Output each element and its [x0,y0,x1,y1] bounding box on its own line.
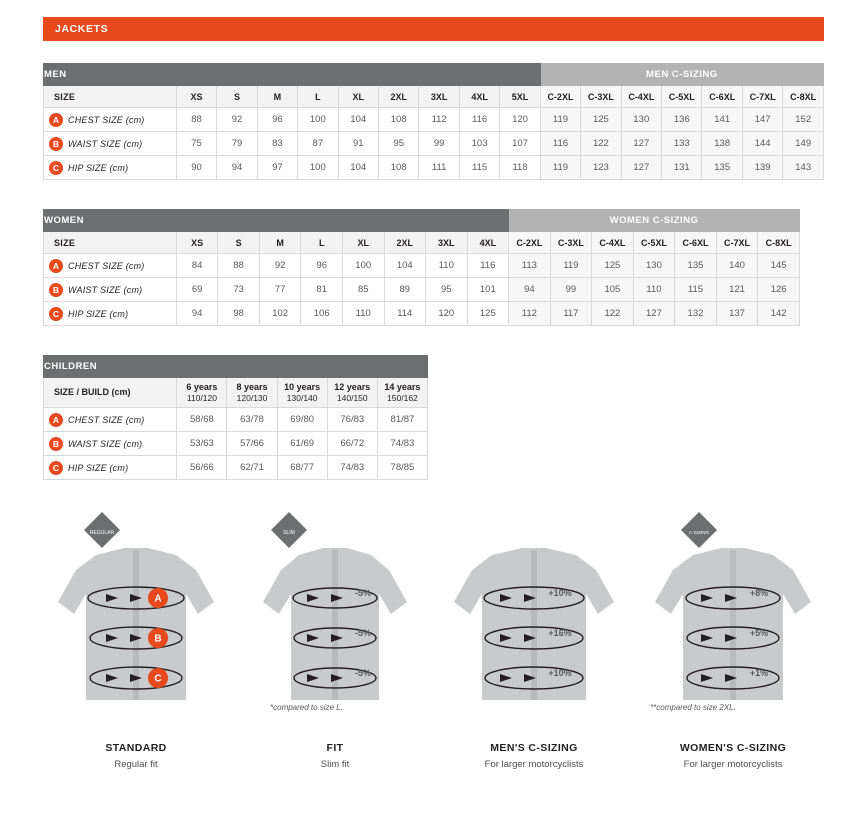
men-size-label: SIZE [44,86,177,108]
women-col-header: C-3XL [550,232,592,254]
women-row-label: C HIP SIZE (cm) [44,302,177,326]
men-cell: 116 [459,108,499,132]
women-cell: 122 [592,302,634,326]
measure-bullet-icon: B [49,137,63,151]
women-col-header: XS [176,232,218,254]
women-band-row [44,210,800,232]
men-cell: 144 [742,132,782,156]
women-cell: 121 [716,278,758,302]
marker-waist: +16% [548,628,572,638]
women-cell: 92 [259,254,301,278]
children-cell: 74/83 [327,456,377,480]
women-cell: 140 [716,254,758,278]
women-cell: 89 [384,278,426,302]
children-col-header: 14 years 150/162 [377,378,427,408]
marker-waist: -5% [354,628,372,638]
table-row [44,156,824,180]
men-cell: 122 [581,132,621,156]
women-cell: 104 [384,254,426,278]
measure-bullet-icon: A [49,259,63,273]
women-size-table [43,209,800,326]
children-cell: 56/66 [177,456,227,480]
women-cell: 115 [675,278,717,302]
men-col-header: C-3XL [581,86,621,108]
marker-hip: +1% [749,668,769,678]
men-col-header: C-2XL [540,86,580,108]
men-col-header: M [257,86,297,108]
women-row-label: A CHEST SIZE (cm) [44,254,177,278]
figure-title-standard: STANDARD [105,742,167,754]
men-cell: 141 [702,108,742,132]
women-cell: 110 [633,278,675,302]
children-cell: 69/80 [277,408,327,432]
women-cell: 73 [218,278,260,302]
men-cell: 149 [783,132,824,156]
table-row [44,456,428,480]
children-row-label: B WAIST SIZE (cm) [44,432,177,456]
page-title: JACKETS [55,23,109,35]
women-cell: 125 [467,302,509,326]
men-cell: 88 [176,108,216,132]
women-col-header: L [301,232,343,254]
men-cell: 127 [621,132,661,156]
women-cell: 105 [592,278,634,302]
children-cell: 76/83 [327,408,377,432]
men-col-header: 5XL [500,86,540,108]
children-col-header: 10 years 130/140 [277,378,327,408]
men-cell: 119 [540,108,580,132]
women-col-header: C-8XL [758,232,800,254]
children-cell: 57/66 [227,432,277,456]
women-cell: 120 [426,302,468,326]
men-cell: 143 [783,156,824,180]
figure-subtitle-mens-csizing: For larger motorcyclists [484,759,584,770]
figure-row [0,510,867,800]
jacket-illustration [235,510,435,720]
women-col-header: C-7XL [716,232,758,254]
men-cell: 108 [378,108,418,132]
figure-title-fit: FIT [326,742,344,754]
men-cell: 139 [742,156,782,180]
men-col-header: 3XL [419,86,459,108]
figure-womens-csizing [633,510,833,800]
women-cell: 110 [342,302,384,326]
table-row [44,278,800,302]
page-title-bar [43,17,824,41]
men-cell: 104 [338,108,378,132]
children-band-row [44,356,428,378]
figure-subtitle-fit: Slim fit [320,759,350,770]
men-size-table [43,63,824,180]
women-cell: 99 [550,278,592,302]
men-col-header: 2XL [378,86,418,108]
women-cell: 94 [176,302,218,326]
men-header-row [44,86,824,108]
men-col-header: 4XL [459,86,499,108]
women-col-header: S [218,232,260,254]
women-cell: 125 [592,254,634,278]
children-cell: 61/69 [277,432,327,456]
marker-hip: -5% [354,668,372,678]
figure-subtitle-standard: Regular fit [114,759,158,770]
women-col-header: XL [342,232,384,254]
men-cell: 133 [662,132,702,156]
badge-label-fit: SLIM [283,530,295,536]
women-cell: 88 [218,254,260,278]
men-cell: 100 [298,108,338,132]
men-col-header: C-4XL [621,86,661,108]
women-cell: 135 [675,254,717,278]
men-row-label: B WAIST SIZE (cm) [44,132,177,156]
figure-caption-fit [235,742,435,770]
women-cell: 96 [301,254,343,278]
women-cell: 69 [176,278,218,302]
children-header-row [44,378,428,408]
men-col-header: XS [176,86,216,108]
figure-subtitle-womens-csizing: For larger motorcyclists [683,759,783,770]
men-cell: 90 [176,156,216,180]
women-col-header: C-5XL [633,232,675,254]
children-cell: 63/78 [227,408,277,432]
women-cell: 117 [550,302,592,326]
marker-waist: +5% [749,628,769,638]
men-csizing-label: MEN C-SIZING [540,64,823,86]
children-col-header: 6 years 110/120 [177,378,227,408]
measure-bullet-icon: B [49,283,63,297]
women-cell: 116 [467,254,509,278]
marker-chest: -5% [354,588,372,598]
men-cell: 87 [298,132,338,156]
men-cell: 127 [621,156,661,180]
men-row-label: A CHEST SIZE (cm) [44,108,177,132]
women-cell: 101 [467,278,509,302]
table-row [44,254,800,278]
jacket-illustration [434,510,634,720]
women-cell: 95 [426,278,468,302]
men-cell: 99 [419,132,459,156]
men-band-label: MEN [44,64,541,86]
men-cell: 92 [217,108,257,132]
marker-a: A [154,593,162,605]
men-cell: 91 [338,132,378,156]
children-cell: 62/71 [227,456,277,480]
men-band-row [44,64,824,86]
measure-bullet-icon: C [49,161,63,175]
women-cell: 102 [259,302,301,326]
measure-bullet-icon: C [49,307,63,321]
women-cell: 137 [716,302,758,326]
women-col-header: M [259,232,301,254]
children-cell: 66/72 [327,432,377,456]
marker-b: B [154,633,162,645]
figure-mens-csizing [434,510,634,800]
women-cell: 84 [176,254,218,278]
women-cell: 130 [633,254,675,278]
figure-caption-standard [36,742,236,770]
men-cell: 138 [702,132,742,156]
children-band-label: CHILDREN [44,356,428,378]
marker-hip: +10% [548,668,572,678]
figure-title-mens-csizing: MEN'S C-SIZING [490,742,578,754]
table-row [44,408,428,432]
men-cell: 130 [621,108,661,132]
men-cell: 115 [459,156,499,180]
children-row-label: A CHEST SIZE (cm) [44,408,177,432]
men-cell: 116 [540,132,580,156]
children-cell: 81/87 [377,408,427,432]
table-row [44,302,800,326]
men-cell: 119 [540,156,580,180]
men-cell: 136 [662,108,702,132]
women-csizing-label: WOMEN C-SIZING [509,210,800,232]
men-cell: 112 [419,108,459,132]
men-col-header: L [298,86,338,108]
women-cell: 110 [426,254,468,278]
men-cell: 111 [419,156,459,180]
measure-bullet-icon: A [49,413,63,427]
women-size-label: SIZE [44,232,177,254]
men-col-header: S [217,86,257,108]
men-cell: 123 [581,156,621,180]
women-cell: 81 [301,278,343,302]
figure-fit [235,510,435,800]
jacket-illustration [633,510,833,720]
men-cell: 95 [378,132,418,156]
men-cell: 75 [176,132,216,156]
men-cell: 152 [783,108,824,132]
women-cell: 132 [675,302,717,326]
men-cell: 125 [581,108,621,132]
children-cell: 78/85 [377,456,427,480]
men-cell: 79 [217,132,257,156]
men-col-header: C-6XL [702,86,742,108]
men-cell: 100 [298,156,338,180]
women-cell: 113 [509,254,551,278]
men-col-header: C-7XL [742,86,782,108]
men-col-header: C-5XL [662,86,702,108]
men-cell: 147 [742,108,782,132]
men-cell: 97 [257,156,297,180]
women-cell: 119 [550,254,592,278]
badge-label-womens-csizing: C-SIZING [688,530,710,535]
children-cell: 58/68 [177,408,227,432]
marker-chest: +8% [749,588,769,598]
children-cell: 53/63 [177,432,227,456]
measure-bullet-icon: C [49,461,63,475]
women-cell: 126 [758,278,800,302]
children-size-label: SIZE / BUILD (cm) [44,378,177,408]
women-col-header: C-6XL [675,232,717,254]
women-cell: 114 [384,302,426,326]
women-header-row [44,232,800,254]
table-row [44,132,824,156]
women-cell: 85 [342,278,384,302]
men-cell: 118 [500,156,540,180]
marker-chest: +10% [548,588,572,598]
women-col-header: C-2XL [509,232,551,254]
marker-c: C [154,673,162,685]
women-cell: 106 [301,302,343,326]
women-col-header: 3XL [426,232,468,254]
table-row [44,432,428,456]
men-cell: 107 [500,132,540,156]
children-cell: 74/83 [377,432,427,456]
men-col-header: C-8XL [783,86,824,108]
women-row-label: B WAIST SIZE (cm) [44,278,177,302]
women-cell: 100 [342,254,384,278]
women-cell: 145 [758,254,800,278]
men-cell: 120 [500,108,540,132]
men-cell: 96 [257,108,297,132]
men-cell: 83 [257,132,297,156]
men-col-header: XL [338,86,378,108]
children-row-label: C HIP SIZE (cm) [44,456,177,480]
women-col-header: 4XL [467,232,509,254]
women-cell: 94 [509,278,551,302]
children-size-table [43,355,428,480]
figure-caption-womens-csizing [633,742,833,770]
men-cell: 103 [459,132,499,156]
women-cell: 98 [218,302,260,326]
children-col-header: 8 years 120/130 [227,378,277,408]
women-cell: 127 [633,302,675,326]
measure-bullet-icon: B [49,437,63,451]
men-cell: 131 [662,156,702,180]
table-row [44,108,824,132]
children-cell: 68/77 [277,456,327,480]
children-col-header: 12 years 140/150 [327,378,377,408]
men-cell: 135 [702,156,742,180]
women-cell: 142 [758,302,800,326]
women-band-label: WOMEN [44,210,509,232]
men-row-label: C HIP SIZE (cm) [44,156,177,180]
women-col-header: C-4XL [592,232,634,254]
women-col-header: 2XL [384,232,426,254]
measure-bullet-icon: A [49,113,63,127]
note-csizing: **compared to size 2XL. [650,703,736,712]
figure-standard [36,510,236,800]
figure-title-womens-csizing: WOMEN'S C-SIZING [679,742,787,754]
men-cell: 108 [378,156,418,180]
men-cell: 94 [217,156,257,180]
note-fit: *compared to size L. [270,703,343,712]
women-cell: 112 [509,302,551,326]
badge-label-standard: REGULAR [89,530,115,536]
jacket-illustration [36,510,236,720]
women-cell: 77 [259,278,301,302]
figure-caption-mens-csizing [434,742,634,770]
men-cell: 104 [338,156,378,180]
